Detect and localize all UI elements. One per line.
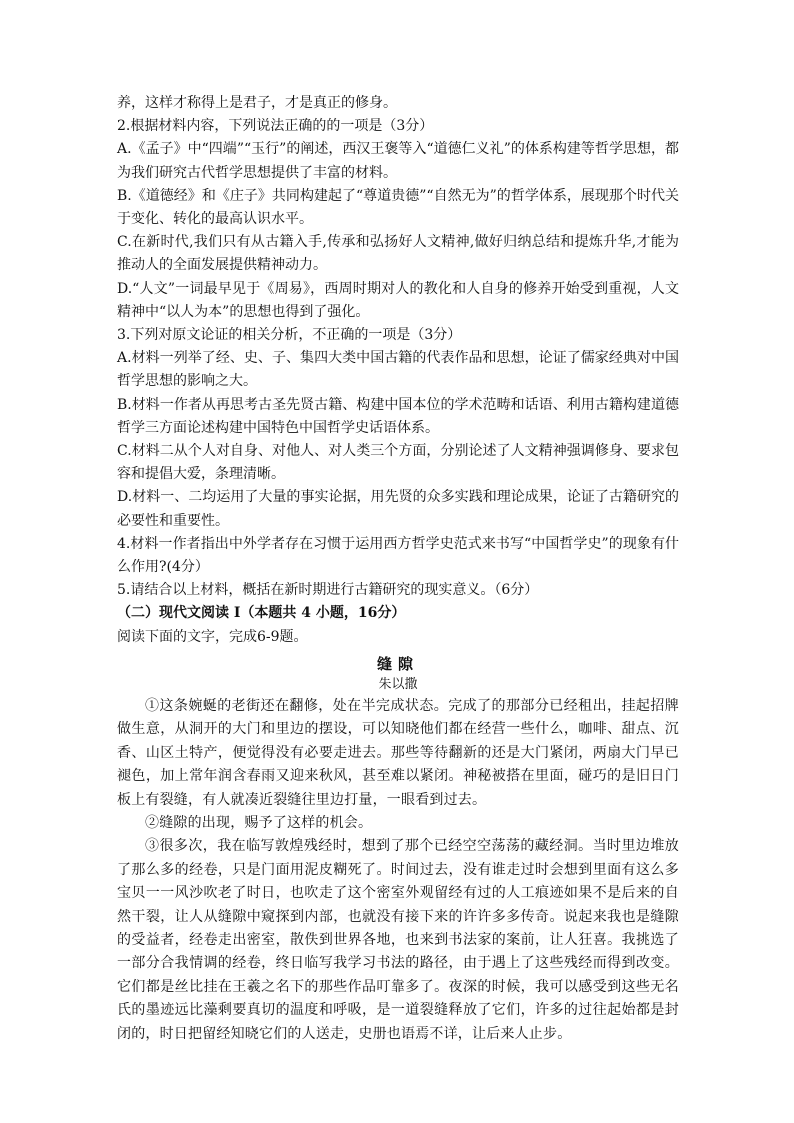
question-2: 2.根据材料内容，下列说法正确的的一项是（3分） [117,118,434,135]
article-paragraph-1: ①这条婉蜒的老街还在翻修，处在半完成状态。完成了的那部分已经租出，挂起招牌做生意，从洞开的大门和里边的摆设，可以知晓他们都在经营一些什么，咖啡、甜点、沉香、山区土特产，便觉得没有必要走进去。那些等待翻新的还是大门紧闭，两扇大门早已褪色，加上常年润含春雨又迎来秋风，甚至难以紧闭。神秘被搭在里面，碰巧的是旧日门板上有裂缝，有人就凑近裂缝往里边打量，一眼看到过去。 [117,697,679,808]
exam-page [117,92,679,1046]
reading-instruction: 阅读下面的文字，完成6-9题。 [117,628,308,645]
question-2-option-d: D.“人文”一词最早见于《周易》，西周时期对人的教化和人自身的修养开始受到重视，人文精神中“以人为本”的思想也得到了强化。 [117,280,679,320]
article-author: 朱以撒 [378,676,418,692]
question-2-option-a: A.《孟子》中“四端”“玉行”的阐述，西汉王褒等入“道德仁义礼”的体系构建等哲学思想，都为我们研究古代哲学思想提供了丰富的材料。 [117,141,679,181]
question-3-option-c: C.材料二从个人对自身、对他人、对人类三个方面，分别论述了人文精神强调修身、要求包容和提倡大爱，条理清晰。 [117,443,679,483]
question-3-option-d: D.材料一、二均运用了大量的事实论据，用先贤的众多实践和理论成果，论证了古籍研究的必要性和重要性。 [117,489,679,529]
article-paragraph-2: ②缝隙的出现，赐予了这样的机会。 [145,814,373,831]
question-2-option-c: C.在新时代,我们只有从古籍入手,传承和弘扬好人文精神,做好归纳总结和提炼升华,才能为推动人的全面发展提供精神动力。 [117,234,679,274]
question-3-option-a: A.材料一列举了经、史、子、集四大类中国古籍的代表作品和思想，论证了儒家经典对中国哲学思想的影响之大。 [117,350,679,390]
section-heading: （二）现代文阅读 I（本题共 4 小题，16分） [117,605,406,622]
question-3: 3.下列对原文论证的相关分析，不正确的一项是（3分） [117,327,462,344]
question-2-option-b: B.《道德经》和《庄子》共同构建起了“尊道贵德”“自然无为”的哲学体系，展现那个时代关于变化、转化的最高认识水平。 [117,187,679,228]
text-line: 养，这样才称得上是君子，才是真正的修身。 [117,95,397,111]
article-paragraph-3: ③很多次，我在临写敦煌残经时，想到了那个已经空空荡荡的藏经洞。当时里边堆放了那么多的经卷，只是门面用泥皮糊死了。时间过去，没有谁走过时会想到里面有这么多宝贝一一风沙吹老了时日，也吹走了这个密室外观留经有过的人工痕迹如果不是后来的自然干裂，让人从缝隙中窥探到内部，也就没有接下来的许许多多传奇。说起来我也是缝隙的受益者，经卷走出密室，散佚到世界各地，也来到书法家的案前，让人狂喜。我挑选了一部分合我情调的经卷，终日临写我学习书法的路径，由于遇上了这些残经而得到改变。它们都是丝比挂在王羲之名下的那些作品叮靠多了。夜深的时候，我可以感受到这些无名氏的墨迹远比藻剩要真切的温度和呼吸，是一道裂缝释放了它们，许多的过往起始都是封闭的，时日把留经知晓它们的人送走，史册也语焉不详，让后来人止步。 [117,838,679,1042]
question-5: 5.请结合以上材料，概括在新时期进行古籍研究的现实意义。（6分） [117,582,539,599]
article-title: 缝隙 [376,654,419,673]
question-4: 4.材料一作者指出中外学者存在习惯于运用西方哲学史范式来书写“中国哲学史”的现象有什么作用?(4分） [117,535,679,576]
question-3-option-b: B.材料一作者从再思考古圣先贤古籍、构建中国本位的学术范畴和话语、利用古籍构建道德哲学三方面论述构建中国特色中国哲学史话语体系。 [117,396,679,436]
